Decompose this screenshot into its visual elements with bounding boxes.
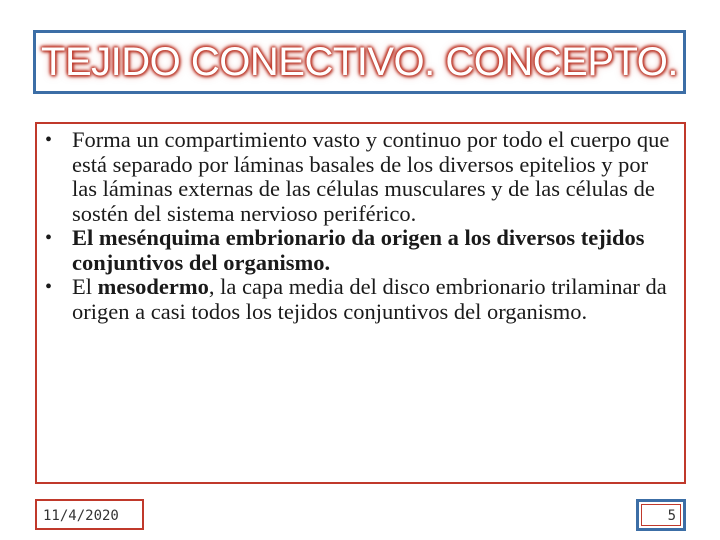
bullet-text: Forma un compartimiento vasto y continuo por todo el cuerpo que está separado por láminas basales de los diversos epitelios y por las láminas externas de las células musculares y de las células de sostén del sistema nervioso periférico. [72,127,670,226]
bullet-text-bold: mesodermo [97,274,209,299]
content-frame [35,122,686,484]
bullet-icon: • [45,276,53,298]
slide-title: TEJIDO CONECTIVO. CONCEPTO. [41,39,678,84]
bullet-item [45,128,674,226]
bullet-text: , la capa media del disco embrionario trilaminar da origen a casi todos los tejidos conjuntivos del organismo. [72,274,667,324]
bullet-icon: • [45,227,53,249]
bullet-text: El [72,274,98,299]
page-number [636,499,686,531]
bullet-icon: • [45,129,53,151]
bullet-list [45,128,674,324]
bullet-item [45,275,674,324]
slide-date: 11/4/2020 [35,499,144,530]
bullet-item [45,226,674,275]
title-frame [33,30,686,94]
page-number-text: 5 [667,508,676,524]
bullet-text-bold: El mesénquima embrionario da origen a los diversos tejidos conjuntivos del organismo. [72,225,645,275]
